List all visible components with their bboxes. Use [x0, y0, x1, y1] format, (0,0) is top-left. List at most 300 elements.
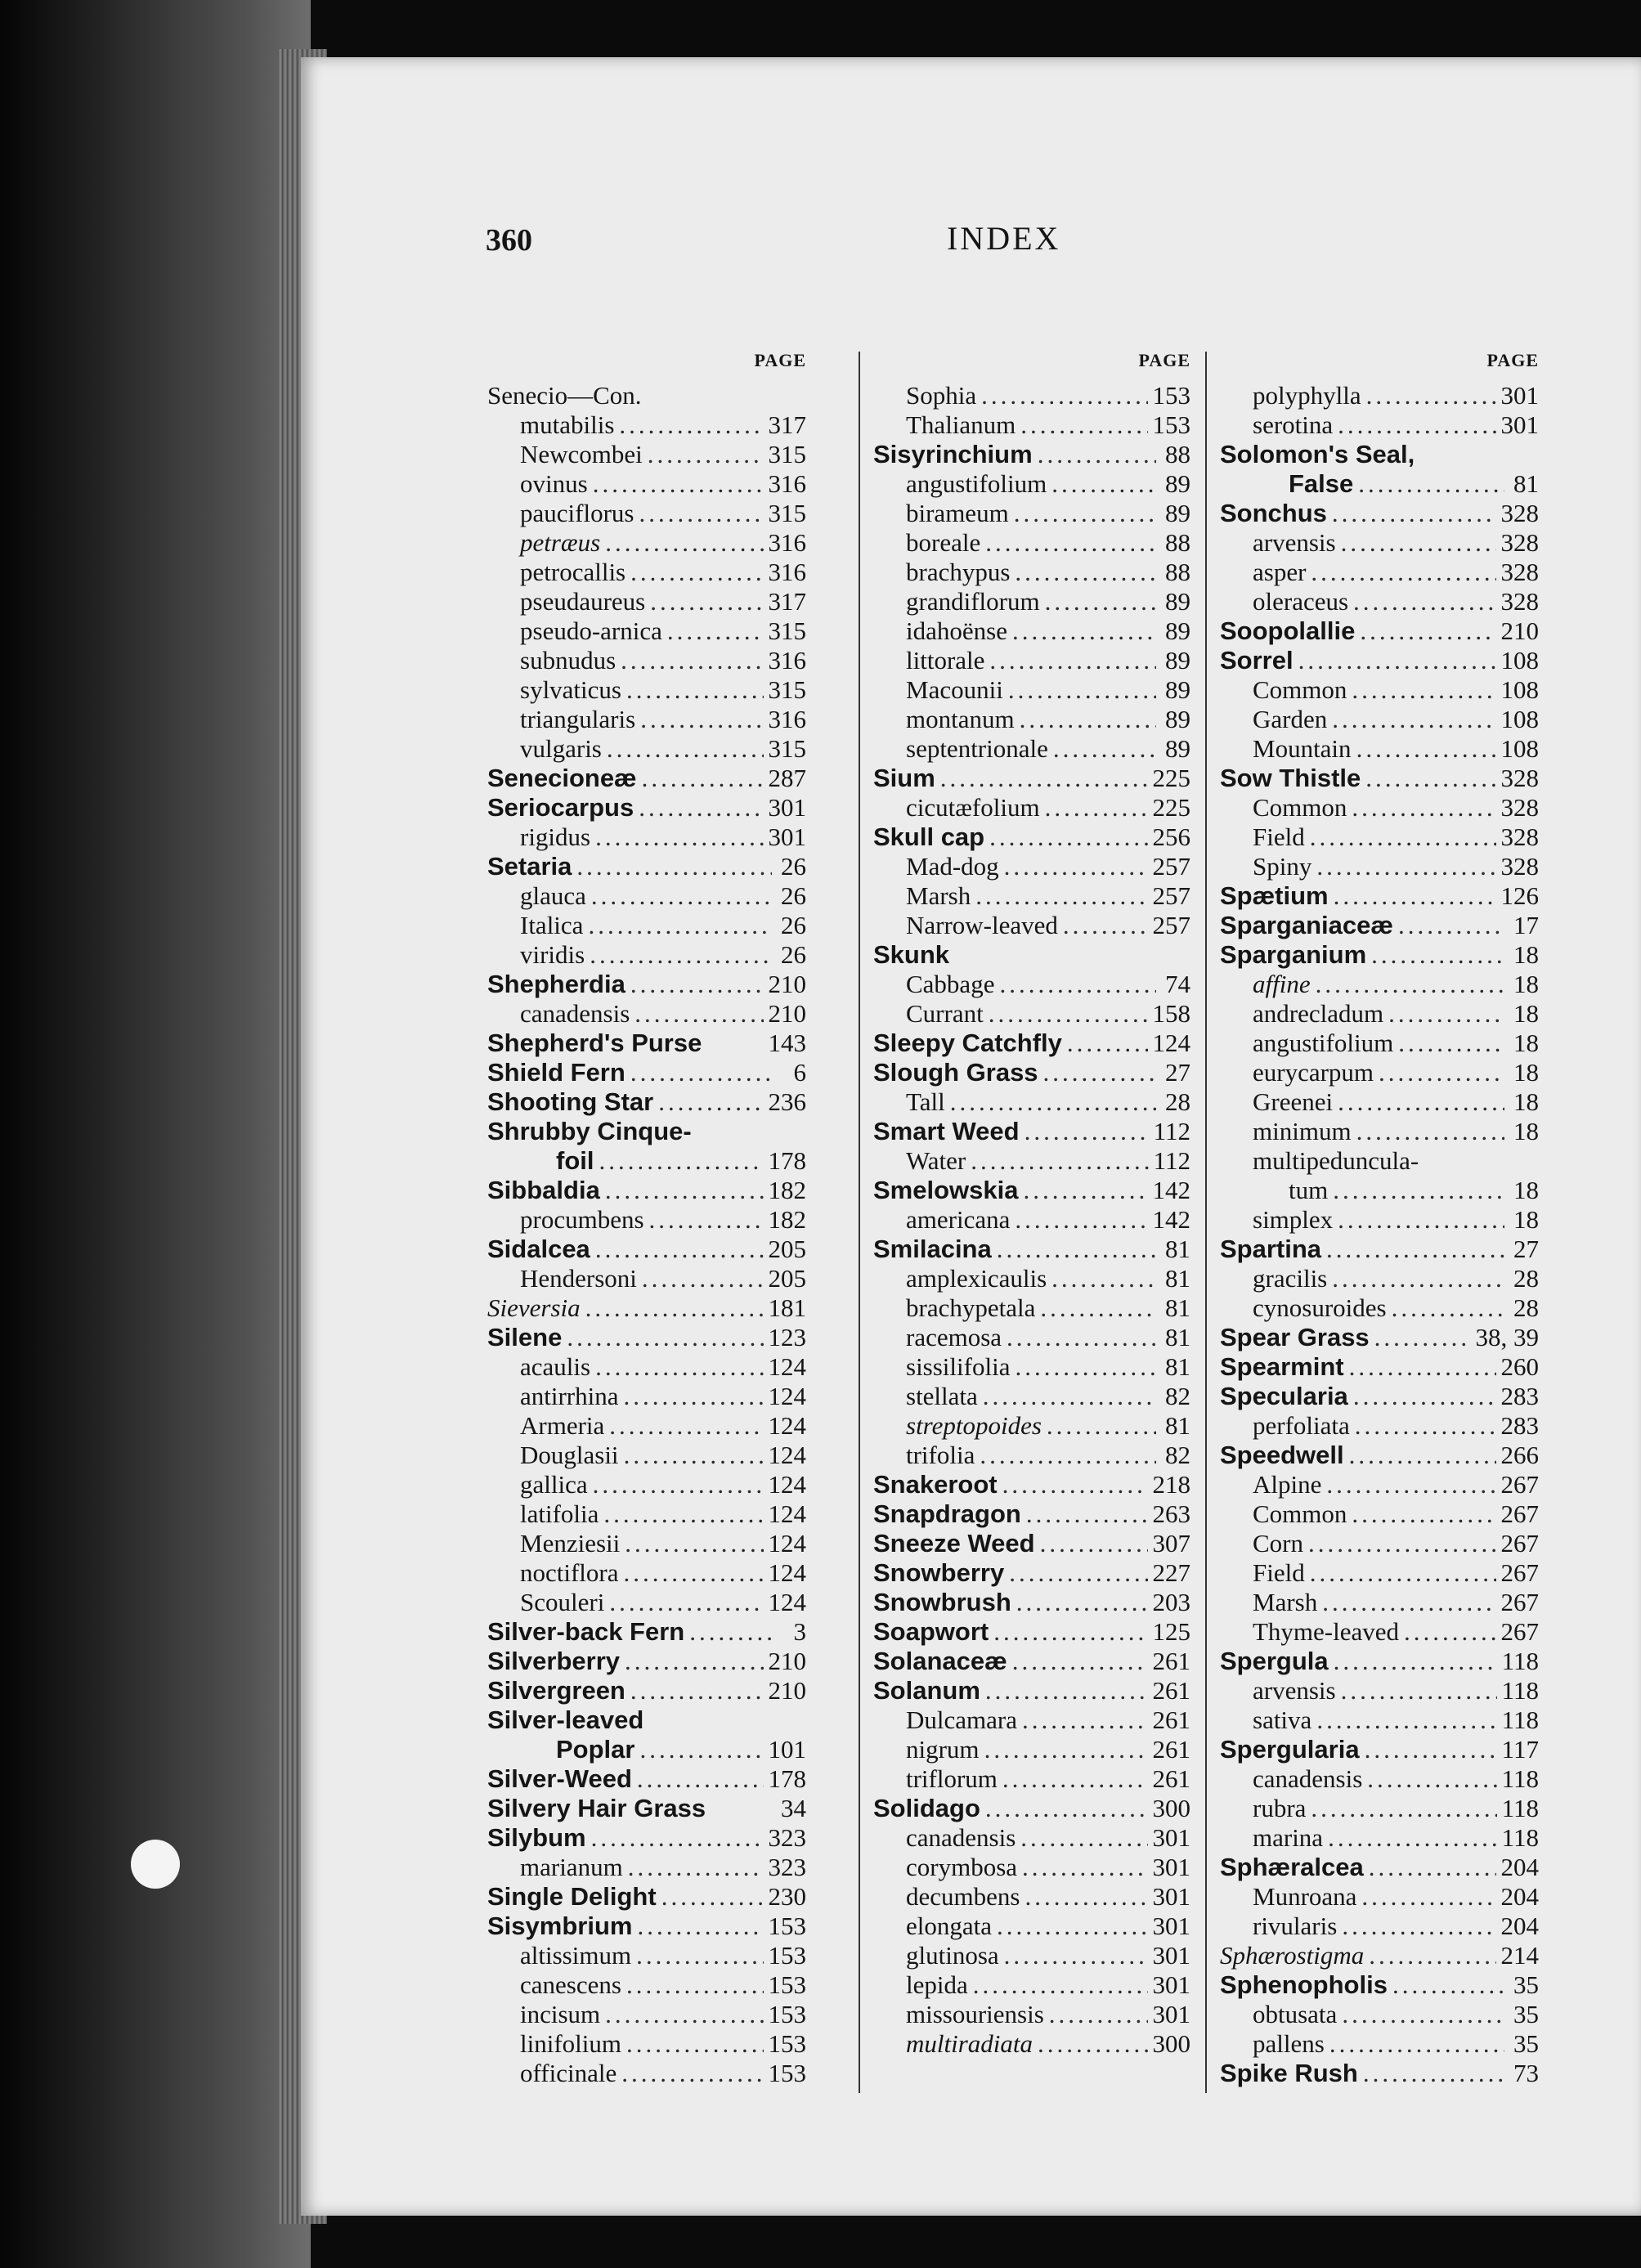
dot-leader: [590, 940, 772, 970]
dot-leader: [1352, 675, 1495, 705]
index-entry: [873, 999, 1190, 1029]
index-entry: [487, 940, 806, 970]
entry-page-number: 18: [1513, 940, 1539, 969]
entry-page-number: 35: [1513, 2029, 1539, 2058]
entry-page-number: 323: [768, 1823, 806, 1852]
entry-page-number: 261: [1152, 1705, 1190, 1734]
dot-leader: [984, 1735, 1148, 1764]
entry-term: Shield Fern: [487, 1058, 625, 1087]
index-entry: [873, 940, 1190, 970]
dot-leader: [1038, 2029, 1147, 2059]
entry-term: pseudaureus: [520, 587, 646, 616]
index-entry: [487, 646, 806, 675]
entry-term: Sibbaldia: [487, 1176, 600, 1204]
entry-page-number: 261: [1152, 1647, 1190, 1675]
index-page: [301, 57, 1641, 2216]
entry-page-number: 218: [1152, 1470, 1190, 1499]
index-entry: [487, 558, 806, 587]
entry-page-number: 81: [1165, 1411, 1190, 1440]
dot-leader: [1063, 911, 1148, 940]
entry-page-number: 301: [1152, 1882, 1190, 1911]
index-entry: [487, 1411, 806, 1441]
index-entry: [1220, 1323, 1539, 1352]
entry-term: Thyme-leaved: [1253, 1617, 1400, 1646]
dot-leader: [1007, 1323, 1156, 1352]
index-entry: [1220, 852, 1539, 881]
entry-page-number: 35: [1513, 2000, 1539, 2028]
entry-term: multiradiata: [906, 2029, 1033, 2058]
index-entry: [1220, 499, 1539, 528]
entry-term: Snowbrush: [873, 1588, 1011, 1616]
entry-page-number: 3: [793, 1617, 806, 1646]
dot-leader: [1328, 1823, 1497, 1853]
index-entry: [1220, 1146, 1539, 1176]
entry-term: viridis: [520, 940, 585, 969]
dot-leader: [1398, 911, 1504, 940]
dot-leader: [1332, 499, 1496, 528]
entry-term: tum: [1289, 1176, 1329, 1204]
entry-term: Water: [906, 1146, 966, 1175]
entry-term: sylvaticus: [520, 675, 621, 704]
entry-page-number: 81: [1165, 1235, 1190, 1263]
entry-page-number: 124: [768, 1499, 806, 1528]
entry-term: triflorum: [906, 1764, 998, 1793]
index-entry: [873, 1205, 1190, 1235]
dot-leader: [609, 1411, 763, 1441]
entry-term: boreale: [906, 528, 981, 557]
index-entry: [487, 528, 806, 558]
page-column-label: PAGE: [754, 350, 806, 370]
index-entry: [873, 1499, 1190, 1529]
index-entry: [873, 2029, 1190, 2059]
index-entry: [487, 970, 806, 999]
entry-page-number: 316: [768, 528, 806, 557]
index-entry: [873, 1382, 1190, 1411]
entry-page-number: 328: [1500, 528, 1539, 557]
entry-term: sativa: [1253, 1705, 1312, 1734]
entry-term: glutinosa: [906, 1941, 999, 1970]
entry-page-number: 301: [768, 793, 806, 822]
index-entry: [1220, 646, 1539, 675]
index-entry: [873, 675, 1190, 705]
entry-term: Sow Thistle: [1220, 764, 1361, 792]
dot-leader: [595, 822, 763, 852]
entry-term: Common: [1253, 793, 1347, 822]
index-entry: [873, 1853, 1190, 1882]
entry-page-number: 260: [1500, 1352, 1539, 1381]
entry-page-number: 210: [768, 970, 806, 998]
index-entry: [487, 1853, 806, 1882]
entry-page-number: 28: [1513, 1293, 1539, 1322]
entry-page-number: 143: [768, 1029, 806, 1057]
entry-page-number: 301: [1152, 1823, 1190, 1852]
index-entry: [1220, 1705, 1539, 1735]
dot-leader: [1016, 1588, 1148, 1617]
entry-page-number: 124: [768, 1588, 806, 1616]
dot-leader: [595, 1235, 764, 1264]
entry-page-number: 89: [1165, 616, 1190, 645]
entry-term: gallica: [520, 1470, 588, 1499]
entry-page-number: 89: [1165, 705, 1190, 733]
index-entry: [1220, 1794, 1539, 1823]
entry-page-number: 315: [768, 675, 806, 704]
dot-leader: [1366, 381, 1496, 410]
index-entry: [487, 1264, 806, 1293]
index-entry: [873, 764, 1190, 793]
index-entry: [1220, 881, 1539, 911]
dot-leader: [630, 1676, 764, 1705]
entry-term: Snapdragon: [873, 1499, 1021, 1528]
index-entry: [873, 1558, 1190, 1588]
dot-leader: [1038, 440, 1156, 469]
entry-term: lepida: [906, 1970, 968, 1999]
index-entry: [873, 911, 1190, 940]
index-entry: [873, 558, 1190, 587]
scan-blemish: [131, 1840, 180, 1889]
index-entry: [487, 793, 806, 822]
index-entry: [873, 2000, 1190, 2029]
index-entry: [1220, 705, 1539, 734]
index-entry: [873, 381, 1190, 410]
entry-term: Mountain: [1253, 734, 1352, 763]
dot-leader: [1392, 1970, 1504, 2000]
index-entry: [487, 499, 806, 528]
entry-page-number: 124: [768, 1441, 806, 1469]
dot-leader: [1398, 1029, 1504, 1058]
entry-term: angustifolium: [1253, 1029, 1394, 1057]
entry-term: petræus: [520, 528, 601, 557]
entry-page-number: 328: [1500, 793, 1539, 822]
entry-page-number: 26: [781, 852, 806, 881]
index-entry: [487, 1293, 806, 1323]
index-entry: [1220, 440, 1539, 469]
dot-leader: [980, 1441, 1156, 1470]
entry-page-number: 124: [768, 1558, 806, 1587]
entry-term: Sisyrinchium: [873, 440, 1033, 468]
entry-page-number: 81: [1165, 1352, 1190, 1381]
entry-page-number: 18: [1513, 1058, 1539, 1087]
dot-leader: [1022, 1705, 1148, 1735]
dot-leader: [1002, 1470, 1148, 1499]
index-entry: [873, 705, 1190, 734]
entry-page-number: 18: [1513, 999, 1539, 1028]
index-entry: [487, 1941, 806, 1970]
index-entry: [1220, 1029, 1539, 1058]
entry-term: Cabbage: [906, 970, 995, 998]
entry-page-number: 301: [1152, 1970, 1190, 1999]
entry-page-number: 18: [1513, 1087, 1539, 1116]
entry-term: altissimum: [520, 1941, 632, 1970]
index-entry: [1220, 1235, 1539, 1264]
entry-term: simplex: [1253, 1205, 1334, 1234]
entry-page-number: 81: [1513, 469, 1539, 498]
index-entry: [1220, 558, 1539, 587]
entry-page-number: 204: [1500, 1882, 1539, 1911]
dot-leader: [621, 646, 763, 675]
entry-page-number: 315: [768, 440, 806, 468]
entry-page-number: 112: [1153, 1146, 1190, 1175]
entry-page-number: 316: [768, 558, 806, 586]
entry-term: Marsh: [1253, 1588, 1318, 1616]
dot-leader: [1342, 1912, 1495, 1941]
entry-page-number: 118: [1501, 1676, 1539, 1705]
entry-term: Field: [1253, 822, 1305, 851]
entry-page-number: 153: [1152, 381, 1190, 410]
entry-page-number: 89: [1165, 587, 1190, 616]
dot-leader: [1026, 1499, 1148, 1529]
index-entry: [873, 1647, 1190, 1676]
index-entry: [487, 1382, 806, 1411]
entry-page-number: 301: [1152, 1853, 1190, 1881]
index-entry: [873, 1588, 1190, 1617]
entry-page-number: 316: [768, 646, 806, 675]
dot-leader: [1367, 1764, 1496, 1794]
entry-page-number: 153: [768, 1941, 806, 1970]
entry-page-number: 257: [1152, 911, 1190, 939]
entry-term: decumbens: [906, 1882, 1020, 1911]
entry-page-number: 301: [1152, 1941, 1190, 1970]
index-entry: [873, 1176, 1190, 1205]
index-entry: [487, 705, 806, 734]
dot-leader: [1356, 734, 1496, 764]
index-entry: [487, 1352, 806, 1382]
dot-leader: [1015, 1205, 1147, 1235]
entry-term: Smilacina: [873, 1235, 992, 1263]
entry-term: nigrum: [906, 1735, 980, 1764]
entry-page-number: 124: [768, 1382, 806, 1410]
dot-leader: [985, 1676, 1148, 1705]
entry-term: subnudus: [520, 646, 616, 675]
dot-leader: [1008, 675, 1156, 705]
entry-term: montanum: [906, 705, 1015, 733]
entry-page-number: 267: [1500, 1558, 1539, 1587]
index-entry: [873, 1912, 1190, 1941]
dot-leader: [1012, 616, 1156, 646]
dot-leader: [605, 1176, 764, 1205]
entry-page-number: 88: [1165, 528, 1190, 557]
dot-leader: [1049, 2000, 1148, 2029]
index-entry: [873, 1676, 1190, 1705]
index-entry: [1220, 1912, 1539, 1941]
dot-leader: [1022, 1853, 1147, 1882]
entry-term: Smart Weed: [873, 1117, 1020, 1145]
entry-page-number: 74: [1165, 970, 1190, 998]
entry-page-number: 28: [1513, 1264, 1539, 1293]
index-entry: [487, 1441, 806, 1470]
index-entry: [873, 1970, 1190, 2000]
entry-page-number: 181: [768, 1293, 806, 1322]
dot-leader: [1310, 1558, 1496, 1588]
entry-term: False: [1289, 469, 1354, 498]
entry-term: Soapwort: [873, 1617, 989, 1646]
entry-page-number: 205: [768, 1235, 806, 1263]
page-column-label: PAGE: [1486, 350, 1539, 370]
entry-term: brachypetala: [906, 1293, 1036, 1322]
entry-page-number: 328: [1500, 587, 1539, 616]
dot-leader: [1322, 1588, 1495, 1617]
index-entry: [1220, 1676, 1539, 1705]
entry-page-number: 108: [1500, 734, 1539, 763]
index-entry: [873, 1235, 1190, 1264]
index-entry: [1220, 528, 1539, 558]
dot-leader: [1371, 940, 1504, 970]
dot-leader: [1356, 1117, 1504, 1146]
entry-page-number: 73: [1513, 2059, 1539, 2087]
entry-term: septentrionale: [906, 734, 1048, 763]
entry-term: Sidalcea: [487, 1235, 590, 1263]
index-entry: [1220, 675, 1539, 705]
entry-page-number: 89: [1165, 734, 1190, 763]
entry-page-number: 153: [768, 1912, 806, 1940]
dot-leader: [989, 999, 1148, 1029]
index-entry: [1220, 1853, 1539, 1882]
index-entry: [873, 1087, 1190, 1117]
entry-page-number: 283: [1500, 1382, 1539, 1410]
entry-term: arvensis: [1253, 528, 1336, 557]
index-entry: [487, 587, 806, 616]
index-entry: [873, 528, 1190, 558]
entry-page-number: 81: [1165, 1264, 1190, 1293]
index-entry: [1220, 587, 1539, 616]
index-entry: [1220, 999, 1539, 1029]
entry-term: Common: [1253, 675, 1347, 704]
entry-term: Silverberry: [487, 1647, 620, 1675]
entry-term: rigidus: [520, 822, 591, 851]
entry-term: multipeduncula-: [1253, 1146, 1419, 1175]
index-entry: [487, 822, 806, 852]
dot-leader: [1363, 2059, 1504, 2088]
entry-term: Seriocarpus: [487, 793, 634, 822]
dot-leader: [1014, 499, 1156, 528]
entry-page-number: 182: [768, 1176, 806, 1204]
entry-page-number: 210: [768, 1647, 806, 1675]
entry-page-number: 261: [1152, 1764, 1190, 1793]
dot-leader: [1355, 1411, 1496, 1441]
dot-leader: [1352, 1499, 1495, 1529]
entry-page-number: 117: [1501, 1735, 1539, 1764]
index-entry: [873, 1323, 1190, 1352]
entry-term: pauciflorus: [520, 499, 634, 527]
entry-term: Silvery Hair Grass: [487, 1794, 706, 1822]
entry-page-number: 118: [1501, 1764, 1539, 1793]
entry-page-number: 18: [1513, 1117, 1539, 1145]
dot-leader: [1358, 469, 1504, 499]
entry-term: Sphæralcea: [1220, 1853, 1364, 1881]
index-entry: [487, 1705, 806, 1735]
dot-leader: [1334, 1647, 1497, 1676]
entry-page-number: 142: [1152, 1176, 1190, 1204]
entry-page-number: 205: [768, 1264, 806, 1293]
entry-term: eurycarpum: [1253, 1058, 1374, 1087]
entry-page-number: 27: [1165, 1058, 1190, 1087]
dot-leader: [1009, 1558, 1147, 1588]
entry-term: stellata: [906, 1382, 978, 1410]
entry-term: latifolia: [520, 1499, 599, 1528]
entry-page-number: 118: [1501, 1647, 1539, 1675]
dot-leader: [1316, 970, 1504, 999]
index-entry: [487, 1764, 806, 1794]
index-entry: [873, 1882, 1190, 1912]
dot-leader: [689, 1617, 772, 1647]
entry-page-number: 230: [768, 1882, 806, 1911]
entry-page-number: 178: [768, 1764, 806, 1793]
entry-term: Soopolallie: [1220, 616, 1356, 645]
index-entry: [487, 1558, 806, 1588]
index-entry: [1220, 1882, 1539, 1912]
index-entry: [1220, 734, 1539, 764]
dot-leader: [624, 1382, 764, 1411]
index-entry: [873, 616, 1190, 646]
column-divider: [859, 352, 860, 2093]
entry-page-number: 210: [1500, 616, 1539, 645]
index-entry: [487, 1323, 806, 1352]
dot-leader: [576, 852, 772, 881]
dot-leader: [981, 381, 1147, 410]
dot-leader: [619, 410, 763, 440]
index-entry: [873, 646, 1190, 675]
entry-page-number: 82: [1165, 1382, 1190, 1410]
entry-page-number: 112: [1153, 1117, 1190, 1145]
dot-leader: [1349, 1352, 1496, 1382]
index-entry: [1220, 381, 1539, 410]
entry-term: Solanaceæ: [873, 1647, 1007, 1675]
index-entry: [487, 1882, 806, 1912]
entry-term: trifolia: [906, 1441, 975, 1469]
entry-page-number: 210: [768, 1676, 806, 1705]
entry-term: petrocallis: [520, 558, 626, 586]
entry-term: Solanum: [873, 1676, 980, 1705]
index-entry: [487, 1912, 806, 1941]
entry-page-number: 28: [1165, 1087, 1190, 1116]
entry-page-number: 328: [1500, 764, 1539, 792]
entry-page-number: 328: [1500, 852, 1539, 881]
dot-leader: [1311, 558, 1495, 587]
entry-term: asper: [1253, 558, 1307, 586]
entry-term: procumbens: [520, 1205, 644, 1234]
dot-leader: [639, 793, 763, 822]
entry-term: triangularis: [520, 705, 636, 733]
dot-leader: [625, 1529, 763, 1558]
dot-leader: [624, 1558, 764, 1588]
index-entry: [1220, 1382, 1539, 1411]
entry-term: Silver-Weed: [487, 1764, 632, 1793]
dot-leader: [1311, 1794, 1496, 1823]
dot-leader: [999, 970, 1156, 999]
index-entry: [873, 852, 1190, 881]
dot-leader: [985, 528, 1156, 558]
entry-page-number: 34: [781, 1794, 806, 1822]
dot-leader: [1392, 1293, 1504, 1323]
entry-page-number: 88: [1165, 558, 1190, 586]
entry-page-number: 18: [1513, 1205, 1539, 1234]
book-spine: [0, 0, 311, 2268]
dot-leader: [1338, 1087, 1504, 1117]
entry-term: noctiflora: [520, 1558, 619, 1587]
index-entry: [487, 1970, 806, 2000]
index-entry: [1220, 793, 1539, 822]
dot-leader: [630, 970, 764, 999]
dot-leader: [971, 1146, 1148, 1176]
index-entry: [487, 1205, 806, 1235]
entry-term: Speedwell: [1220, 1441, 1344, 1469]
entry-term: Senecioneæ: [487, 764, 637, 792]
dot-leader: [1388, 999, 1504, 1029]
entry-term: glauca: [520, 881, 586, 910]
entry-term: antirrhina: [520, 1382, 619, 1410]
dot-leader: [626, 675, 764, 705]
entry-term: Sonchus: [1220, 499, 1327, 527]
entry-term: Armeria: [520, 1411, 605, 1440]
